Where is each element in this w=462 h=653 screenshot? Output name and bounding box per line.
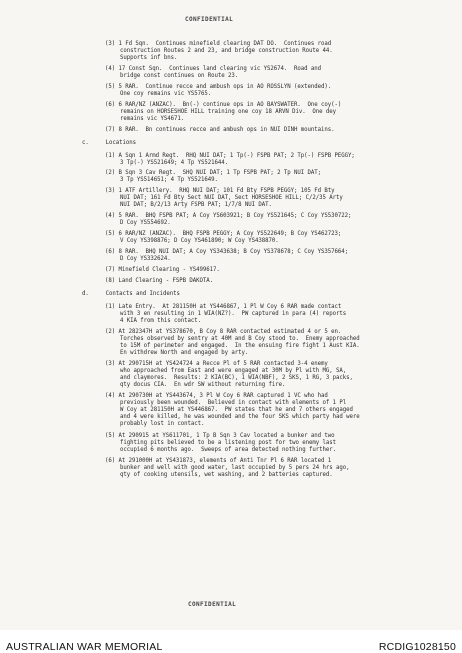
document-line: qty of cooking utensils, wet washing, and 2 batteries captured. <box>120 472 333 478</box>
document-line: d. Contacts and Incidents <box>82 291 180 297</box>
document-line: (2) B Sqn 3 Cav Regt. SHQ NUI DAT; 1 Tp FSPB PAT; 2 Tp NUI DAT; <box>105 170 321 176</box>
document-line: (5) At 290915 at YS611701, 1 Tp B Sqn 3 Cav located a bunker and two <box>105 433 335 439</box>
document-line: D Coy YS332624. <box>120 256 171 262</box>
document-line: remains vic YS4671. <box>120 116 185 122</box>
document-line: previously been wounded. Believed in contact with elements of 1 Pl <box>120 400 347 406</box>
document-line: W Coy at 281150H at YS446867. PW states that he and 7 others engaged <box>120 407 353 413</box>
document-line: (1) A Sqn 1 Armd Regt. RHQ NUI DAT; 1 Tp(-) FSPB PAT; 2 Tp(-) FSPB PEGGY; <box>105 153 355 159</box>
document-line: fighting pits believed to be a listening post for two enemy last <box>120 440 336 446</box>
classification-footer: CONFIDENTIAL <box>188 601 237 608</box>
document-line: En withdrew North and engaged by arty. <box>120 350 249 356</box>
document-line: with 3 en resulting in 1 WIA(NZ?). PW captured in para (4) reports <box>120 311 347 317</box>
document-line: (3) 1 ATF Artillery. RHQ NUI DAT; 101 Fd Bty FSPB PEGGY; 105 Fd Bty <box>105 188 335 194</box>
document-line: occupied 6 months ago. Sweeps of area detected nothing further. <box>120 447 336 453</box>
document-line: Supports inf bns. <box>120 55 178 61</box>
document-line: to 15M of perimeter and engaged. In the ensuing fire fight 1 Aust KIA. <box>120 343 360 349</box>
document-line: (6) 6 RAR/NZ (ANZAC). Bn(-) continue ops in AO BAYSWATER. One coy(-) <box>105 102 342 108</box>
document-line: D Coy YS554692. <box>120 220 171 226</box>
classification-header: CONFIDENTIAL <box>185 16 234 23</box>
document-line: One coy remains vic YS5765. <box>120 91 212 97</box>
document-line: (7) 8 RAR. Bn continues recce and ambush ops in NUI DINH mountains. <box>105 127 335 133</box>
document-line: construction Routes 2 and 23, and bridge construction Route 44. <box>120 48 333 54</box>
document-line: remains on HORSESHOE HILL training one coy 18 ARVN Div. One dey <box>120 109 336 115</box>
document-line: probably lost in contact. <box>120 421 205 427</box>
document-line: bridge const continues on Route 23. <box>120 73 239 79</box>
document-line: who approached from East and were engaged at 30M by Pl with MG, SA, <box>120 368 347 374</box>
document-line: (4) 5 RAR. BHQ FSPB PAT; A Coy YS603921; B Coy YS521645; C Coy YS530722; <box>105 213 352 219</box>
archive-reference: RCDIG1028150 <box>378 641 456 653</box>
document-line: and claymores. Results: 2 KIA(BC), 1 WIA(NBF), 2 SKS, 1 RG, 3 packs, <box>120 375 353 381</box>
document-line: NUI DAT; 161 Fd Bty Sect NUI DAT, Sect HORSESHOE HILL; C/2/35 Arty <box>120 195 343 201</box>
document-line: (3) 1 Fd Sqn. Continues minefield clearing DAT DO. Continues road <box>105 41 332 47</box>
document-line: (6) At 291000H at YS431873, elements of Anti Tnr Pl 6 RAR located 1 <box>105 458 332 464</box>
archive-footer <box>0 630 462 653</box>
document-line: (1) Late Entry. At 281150H at YS446867, 1 Pl W Coy 6 RAR made contact <box>105 304 342 310</box>
document-line: Torches observed by sentry at 40M and B Coy stood to. Enemy approached <box>120 336 360 342</box>
document-line: 3 Tp(-) YS521649; 4 Tp YS521644. <box>120 160 228 166</box>
archive-name: AUSTRALIAN WAR MEMORIAL <box>6 641 163 653</box>
document-line: (2) At 282347H at YS378670, B Coy 8 RAR contacted estimated 4 or 5 en. <box>105 329 342 335</box>
document-line: V Coy YS398876; D Coy YS461890; W Coy YS438870. <box>120 238 279 244</box>
document-line: (7) Minefield Clearing - YS499617. <box>105 267 220 273</box>
document-line: (4) 17 Const Sqn. Continues land clearing vic YS2674. Road and <box>105 66 321 72</box>
document-line: c. Locations <box>82 140 136 146</box>
document-line: (4) At 290730H at YS443674, 3 Pl W Coy 6 RAR captured 1 VC who had <box>105 393 328 399</box>
document-line: bunker and well with good water, last occupied by 5 pers 24 hrs ago, <box>120 465 350 471</box>
document-line: (5) 6 RAR/NZ (ANZAC). BHQ FSPB PEGGY; A Coy YS522649; B Coy YS462723; <box>105 231 342 237</box>
document-line: qty docus CIA. En wdr SW without returning fire. <box>120 382 286 388</box>
document-line: (3) At 290715H at YS424724 a Recce Pl of 5 RAR contacted 3-4 enemy <box>105 361 328 367</box>
document-line: (6) 8 RAR. BHQ NUI DAT; A Coy YS343638; B Coy YS378678; C Coy YS357664; <box>105 249 348 255</box>
document-line: and 4 were killed, he was wounded and the four SKS which party had were <box>120 414 360 420</box>
document-line: (5) 5 RAR. Continue recce and ambush ops in AO ROSSLYN (extended). <box>105 84 332 90</box>
document-line: NUI DAT; B/2/13 Arty FSPB PAT; 1/7/8 NUI DAT. <box>120 202 272 208</box>
document-line: 3 Tp YS514651; 4 Tp YS521649. <box>120 177 218 183</box>
document-line: (8) Land Clearing - FSPB DAKOTA. <box>105 278 213 284</box>
document-line: 4 KIA from this contact. <box>120 318 201 324</box>
